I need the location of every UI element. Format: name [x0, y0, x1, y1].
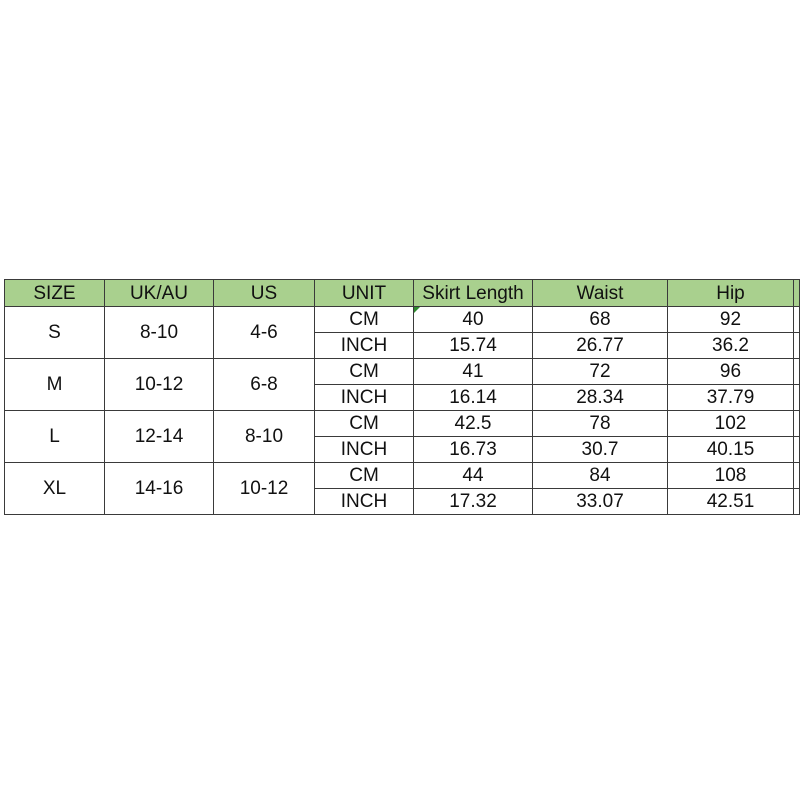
header-uk-au: UK/AU — [105, 280, 214, 307]
skirt-length-cell: 16.14 — [414, 385, 533, 411]
unit-cell: CM — [315, 359, 414, 385]
hip-cell: 92 — [668, 307, 794, 333]
size-cell: M — [5, 359, 105, 411]
uk-au-cell: 8-10 — [105, 307, 214, 359]
uk-au-cell: 12-14 — [105, 411, 214, 463]
skirt-length-cell: 41 — [414, 359, 533, 385]
waist-cell: 68 — [533, 307, 668, 333]
size-chart-table — [4, 279, 800, 515]
skirt-length-cell: 42.5 — [414, 411, 533, 437]
size-cell: L — [5, 411, 105, 463]
table-row — [5, 463, 800, 489]
us-cell: 10-12 — [214, 463, 315, 515]
table-row — [5, 307, 800, 333]
waist-cell: 28.34 — [533, 385, 668, 411]
waist-cell: 84 — [533, 463, 668, 489]
hip-cell: 108 — [668, 463, 794, 489]
us-cell: 6-8 — [214, 359, 315, 411]
unit-cell: INCH — [315, 489, 414, 515]
uk-au-cell: 14-16 — [105, 463, 214, 515]
header-us: US — [214, 280, 315, 307]
header-blank-cell — [794, 280, 800, 307]
hip-cell: 37.79 — [668, 385, 794, 411]
header-hip: Hip — [668, 280, 794, 307]
unit-cell: CM — [315, 307, 414, 333]
blank-cell — [794, 307, 800, 333]
skirt-length-cell: 15.74 — [414, 333, 533, 359]
table-row — [5, 359, 800, 385]
hip-cell: 36.2 — [668, 333, 794, 359]
skirt-length-cell: 17.32 — [414, 489, 533, 515]
us-cell: 8-10 — [214, 411, 315, 463]
waist-cell: 33.07 — [533, 489, 668, 515]
unit-cell: INCH — [315, 333, 414, 359]
blank-cell — [794, 411, 800, 437]
hip-cell: 102 — [668, 411, 794, 437]
hip-cell: 40.15 — [668, 437, 794, 463]
waist-cell: 78 — [533, 411, 668, 437]
header-waist: Waist — [533, 280, 668, 307]
blank-cell — [794, 385, 800, 411]
header-skirt-length: Skirt Length — [414, 280, 533, 307]
header-row — [5, 280, 800, 307]
skirt-length-cell: 40 — [414, 307, 533, 333]
hip-cell: 96 — [668, 359, 794, 385]
waist-cell: 72 — [533, 359, 668, 385]
blank-cell — [794, 489, 800, 515]
blank-cell — [794, 437, 800, 463]
uk-au-cell: 10-12 — [105, 359, 214, 411]
blank-cell — [794, 463, 800, 489]
unit-cell: CM — [315, 463, 414, 489]
waist-cell: 26.77 — [533, 333, 668, 359]
hip-cell: 42.51 — [668, 489, 794, 515]
table-row — [5, 411, 800, 437]
waist-cell: 30.7 — [533, 437, 668, 463]
header-size: SIZE — [5, 280, 105, 307]
us-cell: 4-6 — [214, 307, 315, 359]
header-unit: UNIT — [315, 280, 414, 307]
unit-cell: CM — [315, 411, 414, 437]
skirt-length-cell: 16.73 — [414, 437, 533, 463]
skirt-length-cell: 44 — [414, 463, 533, 489]
size-cell: XL — [5, 463, 105, 515]
size-cell: S — [5, 307, 105, 359]
blank-cell — [794, 333, 800, 359]
blank-cell — [794, 359, 800, 385]
unit-cell: INCH — [315, 437, 414, 463]
unit-cell: INCH — [315, 385, 414, 411]
